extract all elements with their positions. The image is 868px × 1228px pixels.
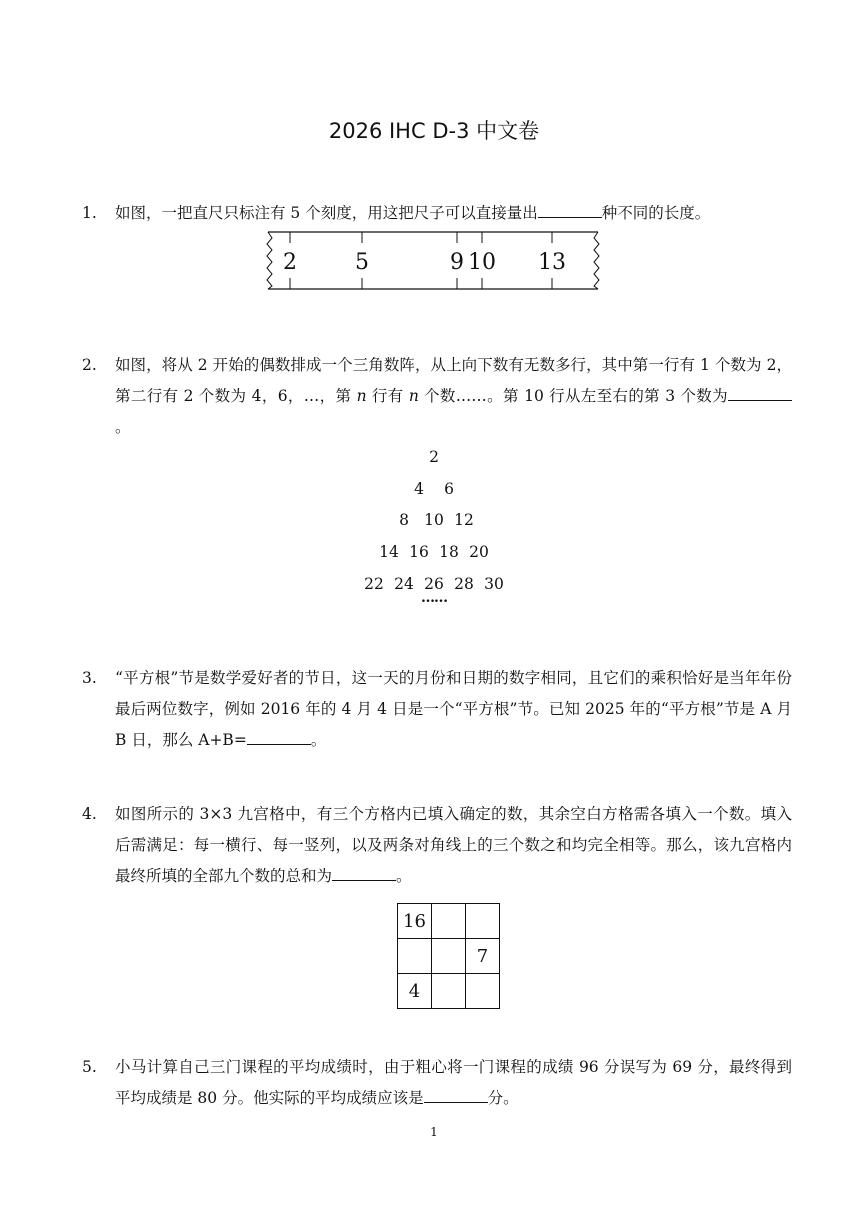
- grid-cell: [432, 974, 466, 1009]
- question-number: 2.: [82, 356, 97, 374]
- triangle-number: 8: [399, 511, 409, 529]
- question-text-part: 。: [396, 867, 412, 885]
- grid-cell: [432, 904, 466, 939]
- triangle-row: [0, 543, 868, 561]
- grid-cell: 16: [398, 904, 432, 939]
- triangle-number: 10: [424, 511, 444, 529]
- ruler-mark-label: 9: [450, 250, 464, 275]
- triangle-number: 2: [429, 448, 439, 466]
- question-text-part: 。: [115, 418, 131, 436]
- triangle-number: 12: [454, 511, 474, 529]
- question-text-part: 如图所示的 3×3 九宫格中，有三个方格内已填入确定的数，其余空白方格需各填入一个数。填入后需满足：每一横行、每一竖列，以及两条对角线上的三个数之和均完全相等。那么，该九宫格内最终所填的全部九个数的总和为: [115, 805, 792, 885]
- question-text: [115, 1052, 792, 1114]
- question-number: 3.: [82, 669, 97, 687]
- question-text-part: 如图，一把直尺只标注有 5 个刻度，用这把尺子可以直接量出: [115, 204, 538, 222]
- grid-cell: [432, 939, 466, 974]
- grid-cell: 7: [466, 939, 500, 974]
- triangle-number: 20: [469, 543, 489, 561]
- triangle-number: 18: [439, 543, 459, 561]
- grid-cell: 4: [398, 974, 432, 1009]
- answer-blank: [728, 385, 792, 401]
- variable-n: n: [356, 387, 367, 405]
- continuation-dots: ……: [421, 590, 447, 606]
- triangle-number: 4: [414, 480, 424, 498]
- triangle-number: 6: [444, 480, 454, 498]
- grid-cell: [398, 939, 432, 974]
- ruler-figure: [262, 228, 606, 294]
- triangle-number: 22: [364, 575, 384, 593]
- question-number: 5.: [82, 1058, 97, 1076]
- ruler-mark-label: 13: [538, 250, 566, 275]
- question-2: [82, 350, 792, 443]
- answer-blank: [424, 1087, 488, 1103]
- question-text-part: “平方根”节是数学爱好者的节日，这一天的月份和日期的数字相同，且它们的乘积恰好是当年年份最后两位数字，例如 2016 年的 4 月 4 日是一个“平方根”节。已知 2025 年的“平方根”节是 A 月 B 日，那么 A+B=: [115, 669, 792, 749]
- question-number: 1.: [82, 204, 97, 222]
- ruler-mark-label: 10: [468, 250, 496, 275]
- question-text-part: 行有: [366, 387, 409, 405]
- question-1: [82, 198, 792, 229]
- variable-n: n: [408, 387, 419, 405]
- question-text-part: 分。: [487, 1089, 519, 1107]
- triangle-number: 16: [409, 543, 429, 561]
- triangle-number: 14: [379, 543, 399, 561]
- triangle-number: 30: [484, 575, 504, 593]
- triangle-number: 28: [454, 575, 474, 593]
- page-title: 2026 IHC D-3 中文卷: [328, 119, 540, 143]
- triangle-row: [0, 480, 868, 498]
- answer-blank: [538, 202, 602, 218]
- page-number: 1: [430, 1125, 438, 1139]
- ruler-mark-label: 2: [283, 250, 297, 275]
- question-text-part: 种不同的长度。: [601, 204, 711, 222]
- magic-square-grid: [397, 903, 500, 1009]
- question-text-part: 小马计算自己三门课程的平均成绩时，由于粗心将一门课程的成绩 96 分误写为 69 分，最终得到平均成绩是 80 分。他实际的平均成绩应该是: [115, 1058, 792, 1107]
- question-4: [82, 799, 792, 892]
- question-number: 4.: [82, 805, 97, 823]
- question-text-part: 个数……。第 10 行从左至右的第 3 个数为: [418, 387, 728, 405]
- triangle-number: 24: [394, 575, 414, 593]
- answer-blank: [332, 865, 396, 881]
- question-3: [82, 663, 792, 756]
- answer-blank: [247, 729, 311, 745]
- triangle-row: [0, 448, 868, 466]
- grid-cell: [466, 904, 500, 939]
- question-text: [115, 350, 792, 443]
- question-text: [115, 663, 792, 756]
- grid-row: [398, 904, 500, 939]
- question-5: [82, 1052, 792, 1114]
- ruler-mark-label: 5: [355, 250, 369, 275]
- question-text: [115, 198, 792, 229]
- question-text: [115, 799, 792, 892]
- grid-cell: [466, 974, 500, 1009]
- question-text-part: 。: [310, 731, 327, 749]
- triangle-row: [0, 511, 868, 529]
- question-text-part: 如图，将从 2 开始的偶数排成一个三角数阵，从上向下数有无数多行，其中第一行有 1 个数为 2，第二行有 2 个数为 4，6，…，第: [115, 356, 792, 405]
- grid-row: [398, 939, 500, 974]
- triangle-number: 26: [424, 575, 444, 593]
- grid-row: [398, 974, 500, 1009]
